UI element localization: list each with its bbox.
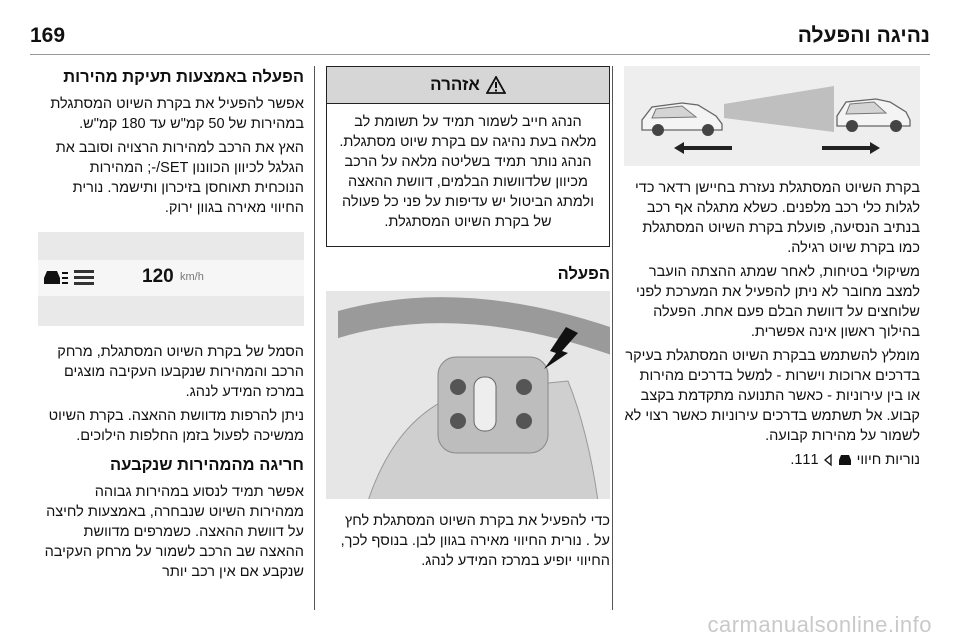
column-middle xyxy=(326,66,610,610)
paragraph: אפשר להפעיל את בקרת השיוט המסתגלת במהירות של 50 קמ"ש עד 180 קמ"ש. xyxy=(50,96,304,132)
warning-body xyxy=(327,104,609,246)
page-number: 169 xyxy=(30,24,66,47)
paragraph: האץ את הרכב למהירות הרצויה וסובב את הגלגל לכיוון הכוונון SET/-; המהירות הנוכחית תאוחסן בזיכרון ותישמר. נורית החיווי מאירה בגוון ירוק. xyxy=(55,140,304,216)
radar-car-diagram xyxy=(624,66,920,166)
header-rule xyxy=(30,54,930,55)
distance-bars-icon xyxy=(74,270,94,285)
paragraph: משיקולי בטיחות, לאחר שמתג ההצתה הועבר למצב מחובר לא ניתן להפעיל את המערכת לפני שלוחצים על דוושת הבלם פעם אחת. הפעלה בהילוך ראשון אינה אפשרית. xyxy=(636,264,920,340)
steering-wheel-illustration xyxy=(326,291,610,499)
paragraph: בקרת השיוט המסתגלת נעזרת בחיישן רדאר כדי לגלות כלי רכב מלפנים. כשלא מתגלה אף רכב בנתיב הנסיעה, פועלת בקרת השיוט המסתגלת כמו בקרת שיוט רגילה. xyxy=(635,180,920,256)
paragraph: אפשר תמיד לנסוע במהירות גבוהה ממהירות השיוט שנבחרה, באמצעות לחיצה על דוושת ההאצה. כשמרפים מדוושת ההאצה שב הרכב לשמור על מרחק העקיבה שנקבע אם אין רכב יותר xyxy=(44,484,304,580)
cluster-speed: 120 xyxy=(142,266,174,287)
paragraph: ניתן להרפות מדוושת ההאצה. בקרת השיוט ממשיכה לפעול בזמן החלפות הילוכים. xyxy=(48,408,304,444)
column-left xyxy=(38,66,304,610)
instrument-cluster-illustration xyxy=(38,232,304,326)
section-title: חריגה מהמהירות שנקבעה xyxy=(110,456,304,474)
radar-illustration xyxy=(624,66,920,166)
acc-car-icon xyxy=(44,271,68,284)
warning-header xyxy=(327,67,609,104)
page-arrow-icon xyxy=(823,453,833,467)
paragraph: הסמל של בקרת השיוט המסתגלת, מרחק הרכב והמהירות שנקבעו העקיבה מוצגים במרכז המידע לנהג. xyxy=(57,344,304,400)
section-title: הפעלה xyxy=(557,265,610,283)
paragraph-activation: כדי להפעיל את בקרת השיוט המסתגלת לחץ על . נורית החיווי מאירה בגוון לבן. בנוסף לכך, החיווי יופיע במרכז המידע לנהג. xyxy=(340,513,610,569)
steering-wheel-diagram xyxy=(338,291,610,499)
paragraph: מומלץ להשתמש בבקרת השיוט המסתגלת בעיקר בדרכים ארוכות וישרות - למשל בדרכים מהירות או בין עירוניות - כאשר התנועה מתקדמת בקצב קבוע. אל תשתמש בדרכים עירוניות כאשר רצוי לא לשמור על מהירות קבועה. xyxy=(624,348,920,444)
paragraph-text: נוריות חיווי xyxy=(856,452,920,468)
watermark: carmanualsonline.info xyxy=(707,612,932,637)
warning-triangle-icon xyxy=(486,76,506,94)
warning-text: הנהג חייב לשמור תמיד על תשומת לב מלאה בעת נהיגה עם בקרת שיוט מסתגלת. הנהג נותר תמיד בשליטה מלאה על הרכב מכיוון שלדוושות הבלמים, דוושת ההאצה ולמתג הביטול יש עדיפות על פני כל פעולה של בקרת השיוט המסתגלת. xyxy=(339,114,597,230)
column-right xyxy=(624,66,920,610)
chapter-title: נהיגה והפעלה xyxy=(797,24,930,47)
column-divider xyxy=(314,66,315,610)
car-icon xyxy=(837,453,853,467)
paragraph-indicators xyxy=(624,450,920,470)
page-header xyxy=(30,18,930,54)
cluster-unit: km/h xyxy=(180,271,204,283)
warning-box xyxy=(326,66,610,247)
paragraph-text: 111. xyxy=(790,452,819,468)
column-divider xyxy=(612,66,613,610)
warning-title: אזהרה xyxy=(430,75,480,94)
section-title: הפעלה באמצעות תעיקת מהירות xyxy=(63,68,304,86)
